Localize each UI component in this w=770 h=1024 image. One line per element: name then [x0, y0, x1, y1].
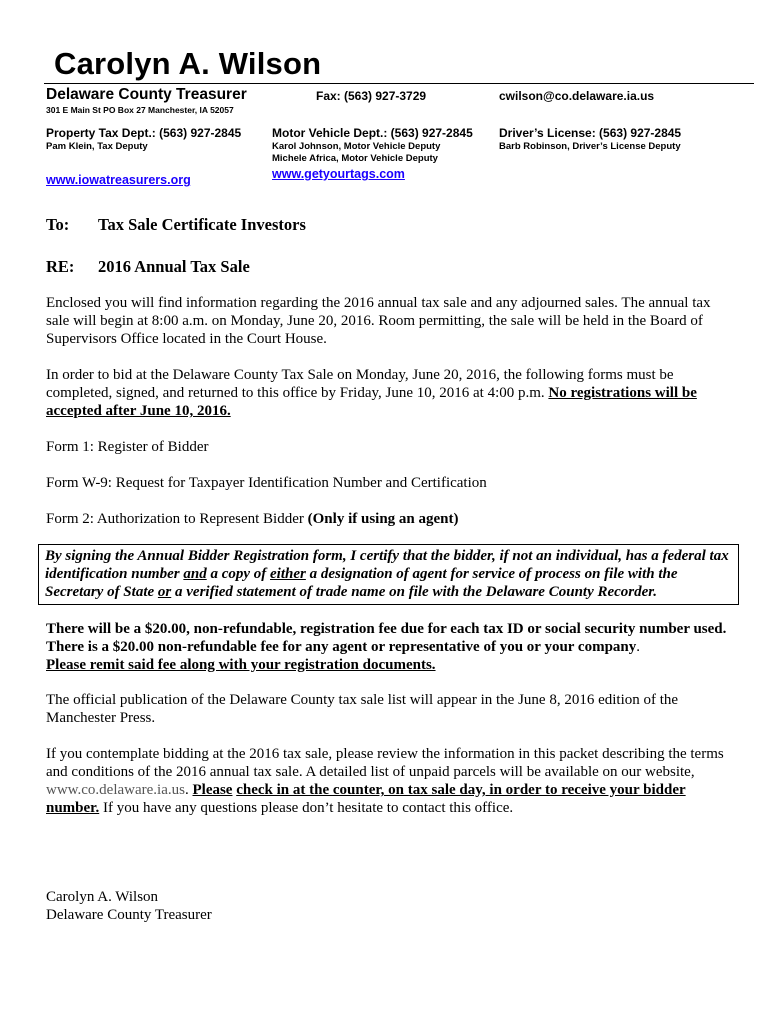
deadline-text: In order to bid at the Delaware County Tax Sale on Monday, June 20, 2016, the following forms must be completed, signed, and returned to this office by Friday, June 10, 2016 at 4:00 p.m. [46, 367, 674, 401]
iowatreasurers-link[interactable]: www.iowatreasurers.org [46, 173, 191, 187]
motor-vehicle-column [272, 126, 473, 181]
county-website-link[interactable]: www.co.delaware.ia.us [46, 782, 185, 798]
form-2-text: Form 2: Authorization to Represent Bidder [46, 511, 308, 527]
fax-number: Fax: (563) 927-3729 [316, 89, 427, 103]
intro-paragraph: Enclosed you will find information regarding the 2016 annual tax sale and any adjourned sales. The annual tax sale will begin at 8:00 a.m. on Monday, June 20, 2016. Room permitting, the sale will be held in the Board of Supervisors Office located in the Court House. [46, 295, 711, 347]
fee-paragraph [46, 620, 736, 674]
signature-name: Carolyn A. Wilson [46, 889, 159, 905]
bidding-sep: . [184, 782, 193, 798]
cert-text-1: By signing the Annual Bidder Registration form, I certify that the bidder, if not an individual, has a federal tax identification number [45, 548, 729, 582]
tax-deputy: Pam Klein, Tax Deputy [46, 141, 148, 152]
publication-paragraph: The official publication of the Delaware County tax sale list will appear in the June 8, 2016 edition of the Manchester Press. [46, 692, 679, 726]
form-2-note: (Only if using an agent) [307, 511, 459, 527]
drivers-license-column [499, 126, 681, 153]
property-tax-dept: Property Tax Dept.: (563) 927-2845 [46, 126, 242, 140]
cert-and: and [183, 566, 207, 582]
motor-vehicle-dept: Motor Vehicle Dept.: (563) 927-2845 [272, 126, 473, 140]
cert-text-2: a copy of [206, 566, 271, 582]
please-text: Please [192, 782, 233, 798]
drivers-license-dept: Driver’s License: (563) 927-2845 [499, 126, 682, 140]
drivers-license-deputy: Barb Robinson, Driver’s License Deputy [499, 141, 681, 152]
re-value: 2016 Annual Tax Sale [98, 257, 250, 276]
cert-text-4: a verified statement of trade name on file with the Delaware County Recorder. [171, 584, 658, 600]
to-label: To: [46, 215, 70, 234]
fee-period: . [636, 639, 641, 655]
fee-remit-notice: Please remit said fee along with your registration documents. [46, 657, 436, 673]
deadline-paragraph [46, 366, 736, 420]
certification-box [38, 544, 739, 605]
to-line [46, 215, 306, 235]
contact-text: If you have any questions please don’t hesitate to contact this office. [99, 800, 514, 816]
re-label: RE: [46, 257, 75, 276]
office-address: 301 E Main St PO Box 27 Manchester, IA 52057 [46, 105, 234, 115]
fee-text: There will be a $20.00, non-refundable, registration fee due for each tax ID or social security number used. There is a $20.00 non-refundable fee for any agent or representative of you or your company [46, 621, 727, 655]
form-1-item: Form 1: Register of Bidder [46, 439, 209, 455]
letterhead-divider [44, 83, 754, 84]
to-value: Tax Sale Certificate Investors [98, 215, 306, 234]
cert-text-3: a designation of agent for service of process on file with the Secretary of State [45, 566, 678, 600]
cert-either: either [270, 566, 306, 582]
re-line [46, 257, 250, 277]
email-address: cwilson@co.delaware.ia.us [499, 89, 655, 103]
motor-vehicle-deputy-2: Michele Africa, Motor Vehicle Deputy [272, 153, 438, 164]
office-title: Delaware County Treasurer [46, 86, 247, 103]
bidding-paragraph [46, 745, 736, 817]
treasurer-name: Carolyn A. Wilson [54, 46, 322, 81]
form-w9-item: Form W-9: Request for Taxpayer Identification Number and Certification [46, 475, 487, 491]
cert-or: or [157, 584, 172, 600]
form-2-item [46, 510, 736, 528]
deadline-notice: No registrations will be accepted after June 10, 2016. [46, 385, 697, 419]
checkin-notice: check in at the counter, on tax sale day, in order to receive your bidder number. [46, 782, 686, 816]
motor-vehicle-deputy-1: Karol Johnson, Motor Vehicle Deputy [272, 141, 441, 152]
getyourtags-link[interactable]: www.getyourtags.com [272, 167, 405, 181]
signature-title: Delaware County Treasurer [46, 907, 212, 923]
bidding-text: If you contemplate bidding at the 2016 tax sale, please review the information in this packet describing the terms and conditions of the 2016 annual tax sale. A detailed list of unpaid parcels will be available on our website, [46, 746, 724, 780]
property-tax-column [46, 126, 241, 187]
